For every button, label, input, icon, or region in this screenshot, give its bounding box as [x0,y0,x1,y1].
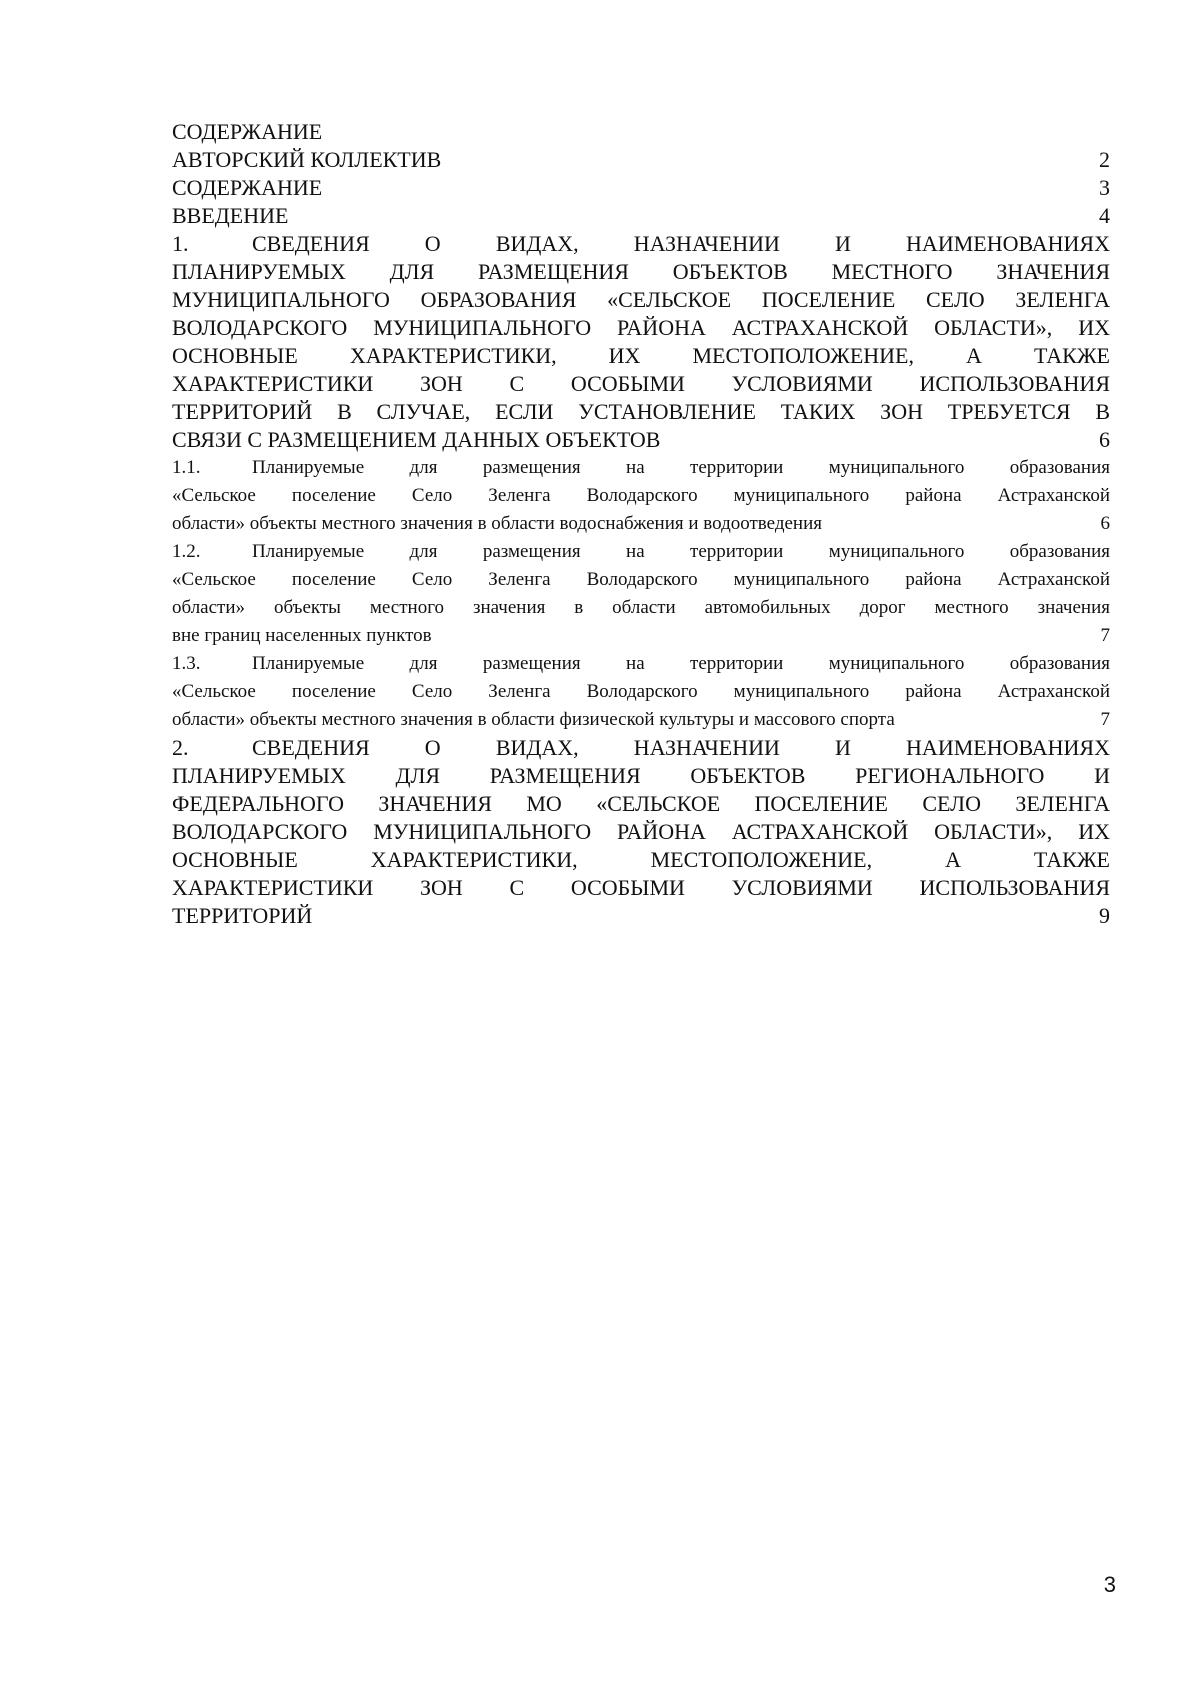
toc-entry-line [172,258,1110,286]
toc-entry-text: АВТОРСКИЙ КОЛЛЕКТИВ [172,147,442,172]
toc-entry-text: СОДЕРЖАНИЕ [172,175,323,200]
toc-entry-line [172,538,1110,566]
toc-entry-line [172,622,1110,650]
toc-entry-text: «Сельское поселение Село Зеленга Володарского муниципального района Астраханской [172,569,1110,590]
toc-entry-line [172,342,1110,370]
toc-entry-page: 7 [1100,625,1110,646]
toc-entry-number: 1.2. [172,541,201,562]
toc-entry-text: ФЕДЕРАЛЬНОГО ЗНАЧЕНИЯ МО «СЕЛЬСКОЕ ПОСЕЛЕНИЕ СЕЛО ЗЕЛЕНГА [172,791,1110,816]
toc-entry-text: ПЛАНИРУЕМЫХ ДЛЯ РАЗМЕЩЕНИЯ ОБЪЕКТОВ МЕСТНОГО ЗНАЧЕНИЯ [172,259,1110,284]
toc-entry-text: «Сельское поселение Село Зеленга Володарского муниципального района Астраханской [172,681,1110,702]
toc-entry-line [172,594,1110,622]
toc-entry-text: ХАРАКТЕРИСТИКИ ЗОН С ОСОБЫМИ УСЛОВИЯМИ ИСПОЛЬЗОВАНИЯ [172,371,1110,396]
toc-entry-line [172,510,1110,538]
toc-entry-number: 2. [172,735,189,760]
toc-entry-text: области» объекты местного значения в области водоснабжения и водоотведения [172,513,823,534]
toc-title: СОДЕРЖАНИЕ [172,119,323,144]
toc-entry-line [172,230,1110,258]
toc-entry-line [172,146,1110,174]
toc-entry-line [172,370,1110,398]
toc-entry-text: ОСНОВНЫЕ ХАРАКТЕРИСТИКИ, МЕСТОПОЛОЖЕНИЕ, А ТАКЖЕ [172,847,1110,872]
toc-entry[interactable] [172,174,1110,202]
toc-entry-line [172,482,1110,510]
toc-entry-line [172,902,1110,930]
toc-entry-text: Планируемые для размещения на территории муниципального образования [252,457,1110,478]
toc-entry-line [172,678,1110,706]
toc-entry-text: ХАРАКТЕРИСТИКИ ЗОН С ОСОБЫМИ УСЛОВИЯМИ ИСПОЛЬЗОВАНИЯ [172,875,1110,900]
toc-entry-text: области» объекты местного значения в области автомобильных дорог местного значения [172,597,1110,618]
page-number: 3 [1103,1572,1116,1597]
toc-entry-text: вне границ населенных пунктов [172,625,432,646]
toc-entry-page: 3 [1099,175,1110,200]
toc-entry-text: ВОЛОДАРСКОГО МУНИЦИПАЛЬНОГО РАЙОНА АСТРАХАНСКОЙ ОБЛАСТИ», ИХ [172,819,1110,844]
toc-entry-line [172,818,1110,846]
toc-entry-text: ТЕРРИТОРИЙ [172,903,313,928]
toc-entry-line [172,790,1110,818]
toc-entry-page: 6 [1099,427,1110,452]
toc-entry-line [172,286,1110,314]
toc-entry[interactable] [172,202,1110,230]
toc-entry[interactable] [172,230,1110,454]
toc-entry-number: 1. [172,231,189,256]
toc-entry-page: 4 [1099,203,1110,228]
toc-entry-text: Планируемые для размещения на территории муниципального образования [252,653,1110,674]
toc-entry-text: ВВЕДЕНИЕ [172,203,289,228]
toc-entry-line [172,398,1110,426]
toc-entry-line [172,454,1110,482]
toc-entry-page: 7 [1100,709,1110,730]
toc-entry-text: СВЕДЕНИЯ О ВИДАХ, НАЗНАЧЕНИИ И НАИМЕНОВАНИЯХ [252,735,1110,760]
toc-entry-text: СВЕДЕНИЯ О ВИДАХ, НАЗНАЧЕНИИ И НАИМЕНОВАНИЯХ [252,231,1110,256]
toc-entry-line [172,426,1110,454]
toc-entry-text: «Сельское поселение Село Зеленга Володарского муниципального района Астраханской [172,485,1110,506]
toc-entries [172,146,1110,930]
toc-entry-line [172,202,1110,230]
toc-entry-number: 1.1. [172,457,201,478]
toc-entry-text: ВОЛОДАРСКОГО МУНИЦИПАЛЬНОГО РАЙОНА АСТРАХАНСКОЙ ОБЛАСТИ», ИХ [172,315,1110,340]
toc-entry-text: ТЕРРИТОРИЙ В СЛУЧАЕ, ЕСЛИ УСТАНОВЛЕНИЕ ТАКИХ ЗОН ТРЕБУЕТСЯ В [172,399,1110,424]
toc-entry-line [172,734,1110,762]
toc-entry[interactable] [172,650,1110,734]
toc-entry-text: ОСНОВНЫЕ ХАРАКТЕРИСТИКИ, ИХ МЕСТОПОЛОЖЕНИЕ, А ТАКЖЕ [172,343,1110,368]
toc-entry-line [172,874,1110,902]
toc-entry-text: Планируемые для размещения на территории муниципального образования [252,541,1110,562]
toc-entry[interactable] [172,454,1110,538]
toc-entry[interactable] [172,538,1110,650]
toc-entry-line [172,846,1110,874]
toc-entry-line [172,566,1110,594]
toc-entry-line [172,762,1110,790]
toc-entry-text: ПЛАНИРУЕМЫХ ДЛЯ РАЗМЕЩЕНИЯ ОБЪЕКТОВ РЕГИОНАЛЬНОГО И [172,763,1110,788]
toc-entry[interactable] [172,734,1110,930]
toc-entry-number: 1.3. [172,653,201,674]
toc-entry-line [172,174,1110,202]
toc-entry-page: 6 [1100,513,1110,534]
toc-entry-line [172,314,1110,342]
toc-entry-page: 2 [1099,147,1110,172]
toc-entry-text: области» объекты местного значения в области физической культуры и массового спорта [172,709,895,730]
toc-entry-line [172,650,1110,678]
toc-entry-text: МУНИЦИПАЛЬНОГО ОБРАЗОВАНИЯ «СЕЛЬСКОЕ ПОСЕЛЕНИЕ СЕЛО ЗЕЛЕНГА [172,287,1110,312]
toc-entry-line [172,706,1110,734]
toc-entry-page: 9 [1099,903,1110,928]
table-of-contents [172,118,1110,930]
toc-entry[interactable] [172,146,1110,174]
toc-entry-text: СВЯЗИ С РАЗМЕЩЕНИЕМ ДАННЫХ ОБЪЕКТОВ [172,427,661,452]
